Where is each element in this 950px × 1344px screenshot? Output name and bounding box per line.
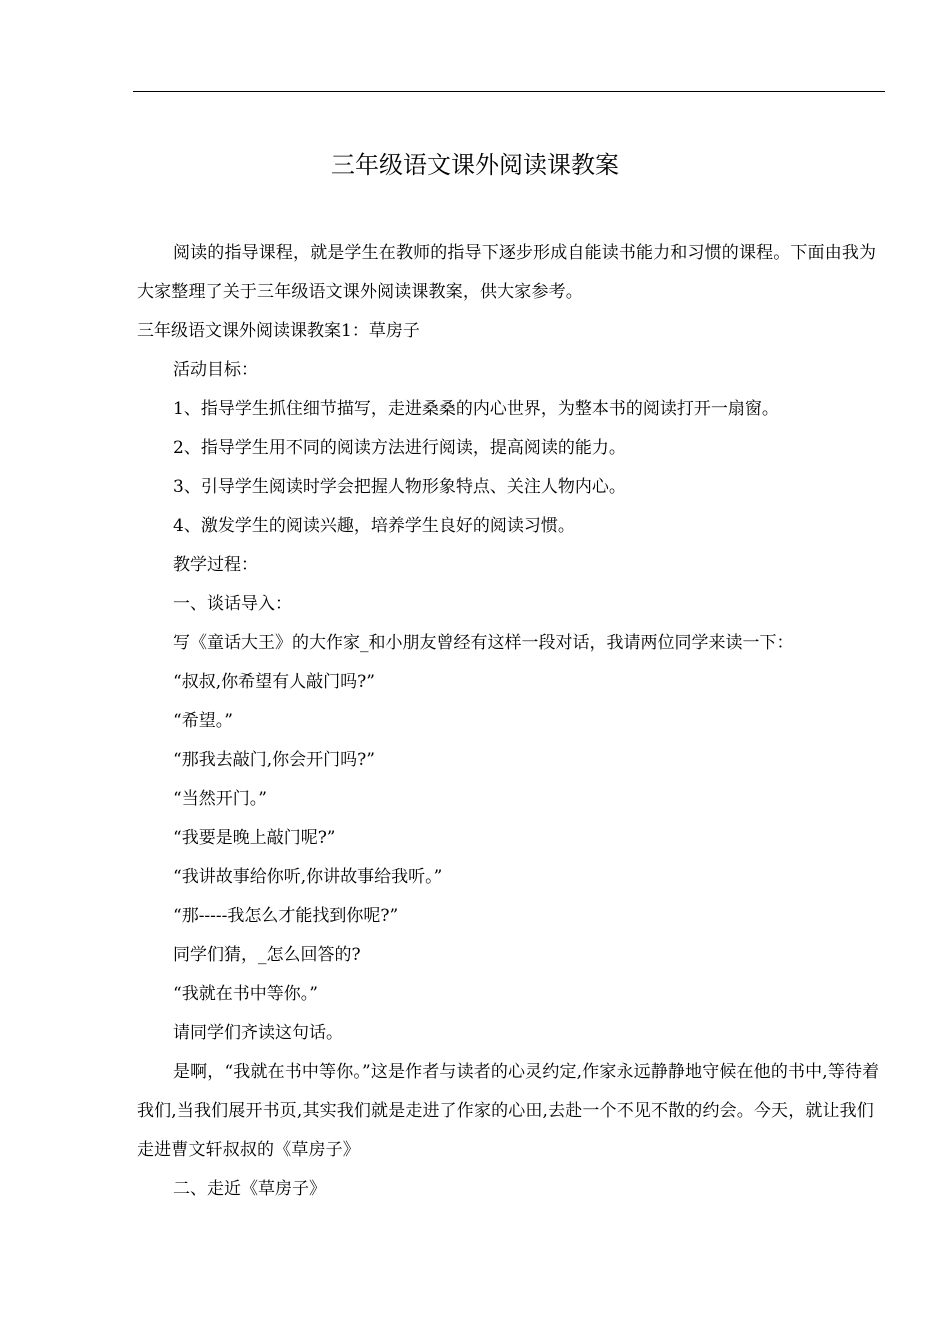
dialogue-line: “叔叔,你希望有人敲门吗?”	[173, 672, 375, 692]
paragraph: 一、谈话导入：	[173, 594, 292, 614]
dialogue-line: “我讲故事给你听,你讲故事给我听。”	[173, 867, 443, 887]
paragraph: 请同学们齐读这句话。	[173, 1023, 343, 1043]
section-heading: 二、走近《草房子》	[173, 1179, 326, 1199]
dialogue-line: “那我去敲门,你会开门吗?”	[173, 750, 375, 770]
dialogue-line: “我要是晚上敲门呢?”	[173, 828, 336, 848]
document-body	[137, 234, 889, 1209]
header-rule	[133, 91, 885, 92]
document-title: 三年级语文课外阅读课教案	[331, 151, 619, 179]
paragraph: 4、激发学生的阅读兴趣，培养学生良好的阅读习惯。	[173, 516, 575, 536]
paragraph: 写《童话大王》的大作家_和小朋友曾经有这样一段对话，我请两位同学来读一下：	[173, 633, 794, 653]
paragraph: 教学过程：	[173, 555, 258, 575]
dialogue-line: “那-----我怎么才能找到你呢?”	[173, 906, 399, 926]
paragraph-intro: 阅读的指导课程，就是学生在教师的指导下逐步形成自能读书能力和习惯的课程。下面由我为大家整理了关于三年级语文课外阅读课教案，供大家参考。	[137, 243, 877, 302]
dialogue-line: “我就在书中等你。”	[173, 984, 318, 1004]
paragraph: 3、引导学生阅读时学会把握人物形象特点、关注人物内心。	[173, 477, 626, 497]
paragraph: 2、指导学生用不同的阅读方法进行阅读，提高阅读的能力。	[173, 438, 626, 458]
dialogue-line: “希望。”	[173, 711, 233, 731]
paragraph: 同学们猜，_怎么回答的?	[173, 945, 361, 965]
paragraph: 1、指导学生抓住细节描写，走进桑桑的内心世界，为整本书的阅读打开一扇窗。	[173, 399, 779, 419]
section-heading: 三年级语文课外阅读课教案1：草房子	[137, 321, 420, 341]
dialogue-line: “当然开门。”	[173, 789, 267, 809]
paragraph: 是啊，“我就在书中等你。”这是作者与读者的心灵约定,作家永远静静地守候在他的书中,等待着我们,当我们展开书页,其实我们就是走进了作家的心田,去赴一个不见不散的约会。今天，就让我们走进曹文轩叔叔的《草房子》	[137, 1062, 880, 1160]
paragraph: 活动目标：	[173, 360, 258, 380]
